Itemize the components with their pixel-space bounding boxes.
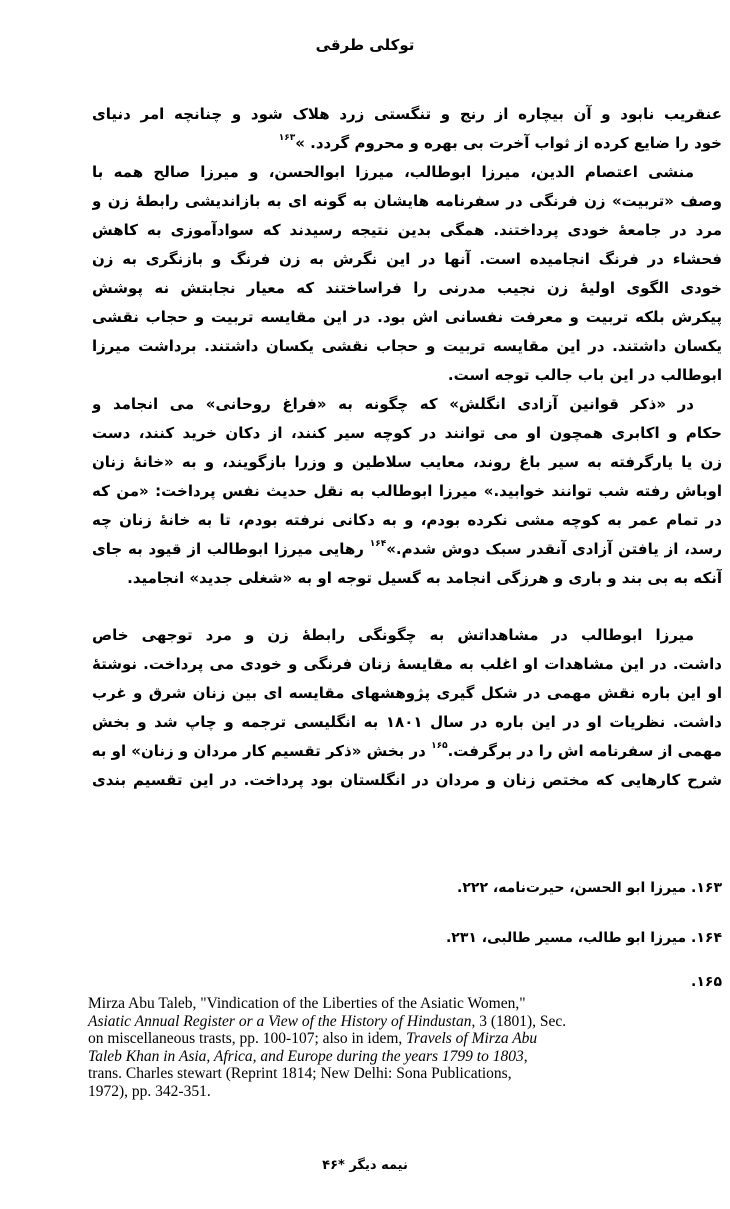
citation-line: trans. Charles stewart (Reprint 1814; New Delhi: Sona Publications,: [88, 1065, 512, 1082]
text-line: [92, 506, 722, 535]
text-line: [92, 679, 722, 708]
line-text: ابوطالب در این باب جالب توجه است.: [447, 366, 722, 384]
line-text: پیکرش بلکه تربیت و معرفت نفسانی اش بود. در این مقایسه تربیت و حجاب نقشی: [92, 308, 722, 326]
journal-title: Asiatic Annual Register or a View of the History of Hindustan: [88, 1012, 472, 1030]
text-line: [92, 564, 722, 593]
line-text: زن یا یارگرفته به سیر باغ روند، معایب سلاطین و وزرا بازگویند، و به «خانهٔ زنان: [92, 453, 722, 471]
citation-line: [88, 1048, 728, 1066]
footnotes: [92, 876, 722, 996]
footnote-ref: ۱۶۵: [431, 741, 448, 751]
line-text: داشت. در این مشاهدات او اغلب به مقایسهٔ زنان فرنگی و خودی می پرداخت. نوشتهٔ: [92, 655, 722, 673]
line-text: عنقریب نابود و آن بیچاره از رنج و تنگستی زرد هلاک شود و چنانچه امر دنیای: [92, 105, 722, 123]
text-line: [92, 187, 722, 216]
text-line: [92, 737, 722, 766]
line-text: رهایی میرزا ابوطالب از قیود به جای: [92, 540, 364, 558]
line-text: در بخش «ذکر تقسیم کار مردان و زنان» او به: [92, 742, 426, 760]
citation-text: on miscellaneous trasts, pp. 100-107; also in idem,: [88, 1030, 407, 1047]
line-text: وصف «تربیت» زن فرنگی در سفرنامه هایشان به گونه ای به بازاندیشی رابطهٔ زن و: [92, 192, 722, 210]
text-line: [92, 419, 722, 448]
page-footer: نیمه دیگر *۴۶: [322, 1158, 408, 1173]
text-line: [92, 390, 722, 419]
line-text: فحشاء در فرنگ انجامیده است. آنها در این نگرش به زن فرنگ و بازنگری به زن: [92, 250, 722, 268]
footnote-ref: ۱۶۴: [369, 539, 387, 549]
footnote-164: ۱۶۴. میرزا ابو طالب، مسیر طالبی، ۲۳۱.: [445, 930, 722, 946]
footnote-ref: ۱۶۳: [278, 133, 296, 143]
text-line: [92, 621, 722, 650]
line-text: خود را ضایع کرده از ثواب آخرت بی بهره و محروم گردد. »: [295, 134, 722, 152]
text-line: [92, 535, 722, 564]
line-text: یکسان داشتند. در این مقایسه تربیت و حجاب نقشی یکسان داشتند. برداشت میرزا: [92, 337, 722, 355]
text-line: [92, 274, 722, 303]
footnote-163: ۱۶۳. میرزا ابو الحسن، حیرت‌نامه، ۲۲۲.: [457, 880, 722, 896]
line-text: منشی اعتصام الدین، میرزا ابوطالب، میرزا ابوالحسن، و میرزا صالح همه با: [92, 163, 694, 181]
line-text: او این باره نقش مهمی در شکل گیری پژوهشهای مقایسه ای بین زنان شرق و غرب: [92, 684, 722, 702]
line-text: شرح کارهایی که مختص زنان و مردان در انگلستان بود پرداخت. در این تقسیم بندی: [92, 771, 722, 789]
citation-line: [88, 1013, 728, 1031]
line-text: رسد، از یافتن آزادی آنقدر سبک دوش شدم.»: [386, 540, 722, 558]
line-text: در «ذکر قوانین آزادی انگلش» که چگونه به «فراغ روحانی» می انجامد و: [92, 395, 694, 413]
line-text: در تمام عمر به کوچه مشی نکرده بودم، و به دکانی نرفته بودم، تا به خانهٔ زنان چه: [92, 511, 722, 529]
citation-text: , 3 (1801), Sec.: [471, 1012, 567, 1030]
footnote-165-number: ۱۶۵.: [691, 974, 722, 990]
body-text: [92, 100, 722, 795]
text-line: [92, 216, 722, 245]
text-line: [92, 650, 722, 679]
text-line: [92, 129, 722, 158]
line-text: اوباش رفته شب توانند خوابید.» میرزا ابوطالب به نقل حدیث نفس پرداخت: «من که: [92, 482, 722, 500]
text-line: [92, 303, 722, 332]
citation-line: 1972), pp. 342-351.: [88, 1082, 211, 1100]
text-line: [92, 708, 722, 737]
text-line: [92, 766, 722, 795]
line-text: آنکه به بی بند و باری و هرزگی انجامد به گسیل توجه او به «شغلی جدید» انجامید.: [127, 569, 722, 587]
line-text: مهمی از سفرنامه اش را در برگرفت.: [447, 742, 722, 760]
line-text: داشت. نظریات او در این باره در سال ۱۸۰۱ به انگلیسی ترجمه و چاپ شد و بخش: [92, 713, 722, 731]
line-text: حکام و اکابری همچون او می توانند در کوچه سیر کنند، از دکان خرید کنند، دست: [92, 424, 722, 442]
line-text: خودی الگوی اولیهٔ زن نجیب مدرنی را فراساختند که معیار نجابتش نه پوشش: [92, 279, 722, 297]
text-line: [92, 361, 722, 390]
citation-line: [88, 1030, 728, 1048]
line-text: میرزا ابوطالب در مشاهداتش به چگونگی رابطهٔ زن و مرد توجهی خاص: [92, 626, 694, 644]
text-line: [92, 477, 722, 506]
text-line: [92, 332, 722, 361]
footnote-165-citation: [88, 995, 728, 1100]
text-line: [92, 448, 722, 477]
text-line: [92, 158, 722, 187]
citation-text: ,: [523, 1047, 528, 1065]
citation-line: Mirza Abu Taleb, "Vindication of the Liberties of the Asiatic Women,": [88, 995, 526, 1012]
book-title: Travels of Mirza Abu: [406, 1030, 538, 1047]
text-line: [92, 100, 722, 129]
text-line: [92, 245, 722, 274]
book-title: Taleb Khan in Asia, Africa, and Europe during the years 1799 to 1803: [88, 1047, 524, 1065]
line-text: مرد در جامعهٔ خودی پرداختند. همگی بدین نتیجه رسیدند که سوادآموزی به کاهش: [92, 221, 722, 239]
running-header: توکلی طرقی: [315, 36, 415, 54]
